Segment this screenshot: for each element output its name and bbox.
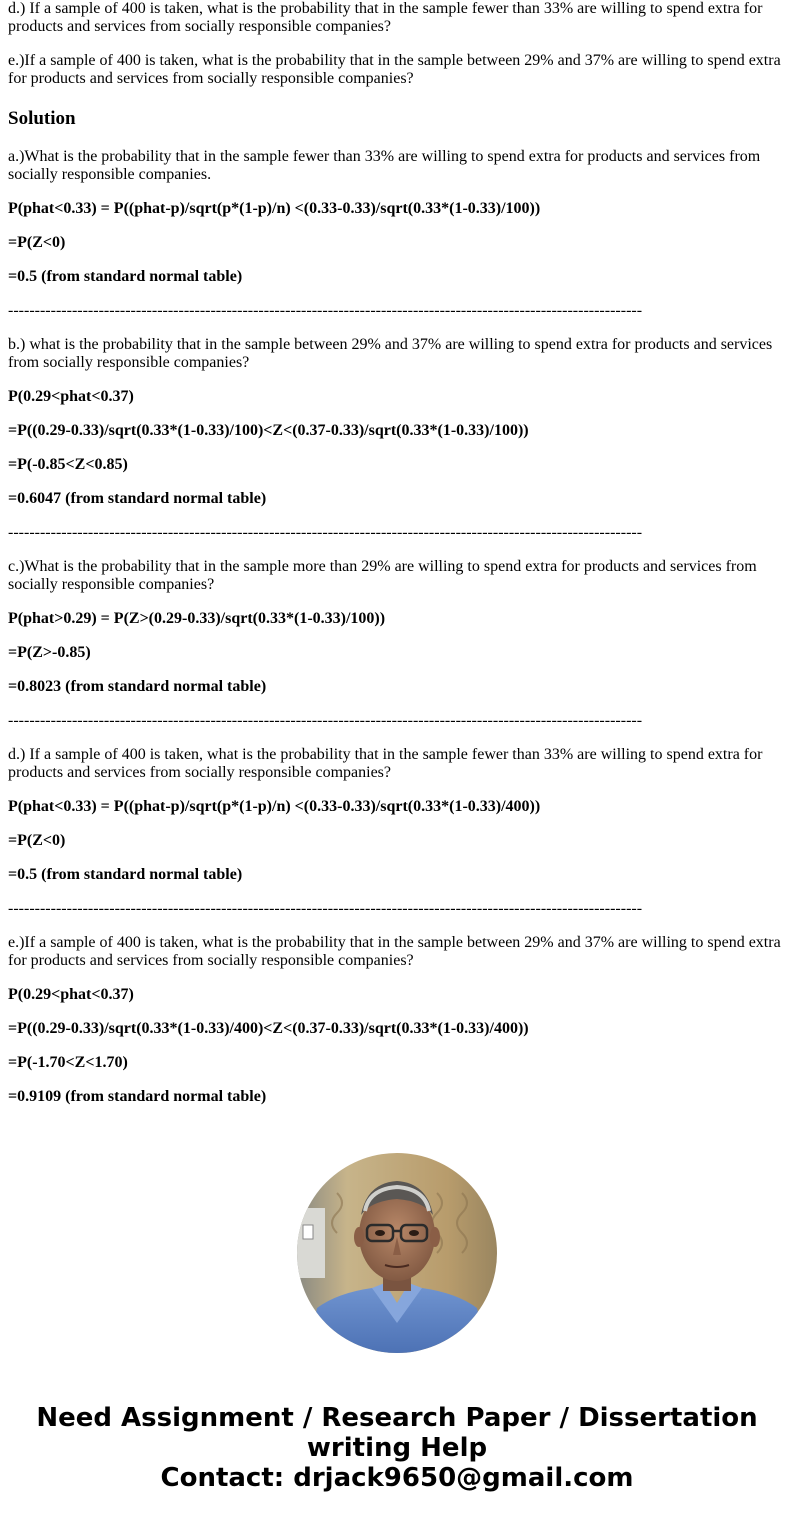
question-d-top: d.) If a sample of 400 is taken, what is the probability that in the sample fewer than 33% are willing to spend extra for products and services from socially responsible companies? (8, 0, 763, 35)
part-c-step-1: P(phat>0.29) = P(Z>(0.29-0.33)/sqrt(0.33*(1-0.33)/100)) (8, 610, 386, 627)
part-e-step-1: P(0.29<phat<0.37) (8, 986, 134, 1003)
separator-2: ----------------------------------------------------------------------------------------------------------------------- (8, 524, 643, 541)
part-a-step-2: =P(Z<0) (8, 234, 66, 251)
part-b-question: b.) what is the probability that in the sample between 29% and 37% are willing to spend extra for products and services from socially responsible companies? (8, 336, 773, 371)
footer-line-2: writing Help (306, 1433, 488, 1463)
part-c-step-3: =0.8023 (from standard normal table) (8, 678, 267, 695)
solution-heading: Solution (8, 108, 76, 129)
portrait-image (297, 1153, 497, 1353)
part-e-step-2: =P((0.29-0.33)/sqrt(0.33*(1-0.33)/400)<Z<(0.37-0.33)/sqrt(0.33*(1-0.33)/400)) (8, 1020, 529, 1037)
part-c-step-2: =P(Z>-0.85) (8, 644, 91, 661)
part-b-step-4: =0.6047 (from standard normal table) (8, 490, 267, 507)
document-body (8, 0, 786, 1122)
footer-line-1: Need Assignment / Research Paper / Dissertation (36, 1403, 758, 1433)
part-d-step-3: =0.5 (from standard normal table) (8, 866, 243, 883)
separator-4: ----------------------------------------------------------------------------------------------------------------------- (8, 900, 643, 917)
part-e-step-4: =0.9109 (from standard normal table) (8, 1088, 267, 1105)
separator-1: ----------------------------------------------------------------------------------------------------------------------- (8, 302, 643, 319)
part-d-question: d.) If a sample of 400 is taken, what is the probability that in the sample fewer than 33% are willing to spend extra for products and services from socially responsible companies? (8, 746, 763, 781)
part-b-step-3: =P(-0.85<Z<0.85) (8, 456, 128, 473)
separator-3: ----------------------------------------------------------------------------------------------------------------------- (8, 712, 643, 729)
part-e-question: e.)If a sample of 400 is taken, what is the probability that in the sample between 29% and 37% are willing to spend extra for products and services from socially responsible companies? (8, 934, 781, 969)
part-a-step-1: P(phat<0.33) = P((phat-p)/sqrt(p*(1-p)/n) <(0.33-0.33)/sqrt(0.33*(1-0.33)/100)) (8, 200, 541, 217)
contact-footer (0, 1403, 794, 1493)
part-a-question: a.)What is the probability that in the sample fewer than 33% are willing to spend extra for products and services from socially responsible companies. (8, 148, 761, 183)
question-e-top: e.)If a sample of 400 is taken, what is the probability that in the sample between 29% and 37% are willing to spend extra for products and services from socially responsible companies? (8, 52, 781, 87)
author-avatar (297, 1153, 497, 1353)
part-a-step-3: =0.5 (from standard normal table) (8, 268, 243, 285)
part-b-step-1: P(0.29<phat<0.37) (8, 388, 134, 405)
footer-contact-email: Contact: drjack9650@gmail.com (160, 1463, 634, 1493)
part-d-step-1: P(phat<0.33) = P((phat-p)/sqrt(p*(1-p)/n) <(0.33-0.33)/sqrt(0.33*(1-0.33)/400)) (8, 798, 541, 815)
part-e-step-3: =P(-1.70<Z<1.70) (8, 1054, 128, 1071)
part-b-step-2: =P((0.29-0.33)/sqrt(0.33*(1-0.33)/100)<Z<(0.37-0.33)/sqrt(0.33*(1-0.33)/100)) (8, 422, 529, 439)
part-c-question: c.)What is the probability that in the sample more than 29% are willing to spend extra for products and services from socially responsible companies? (8, 558, 757, 593)
part-d-step-2: =P(Z<0) (8, 832, 66, 849)
